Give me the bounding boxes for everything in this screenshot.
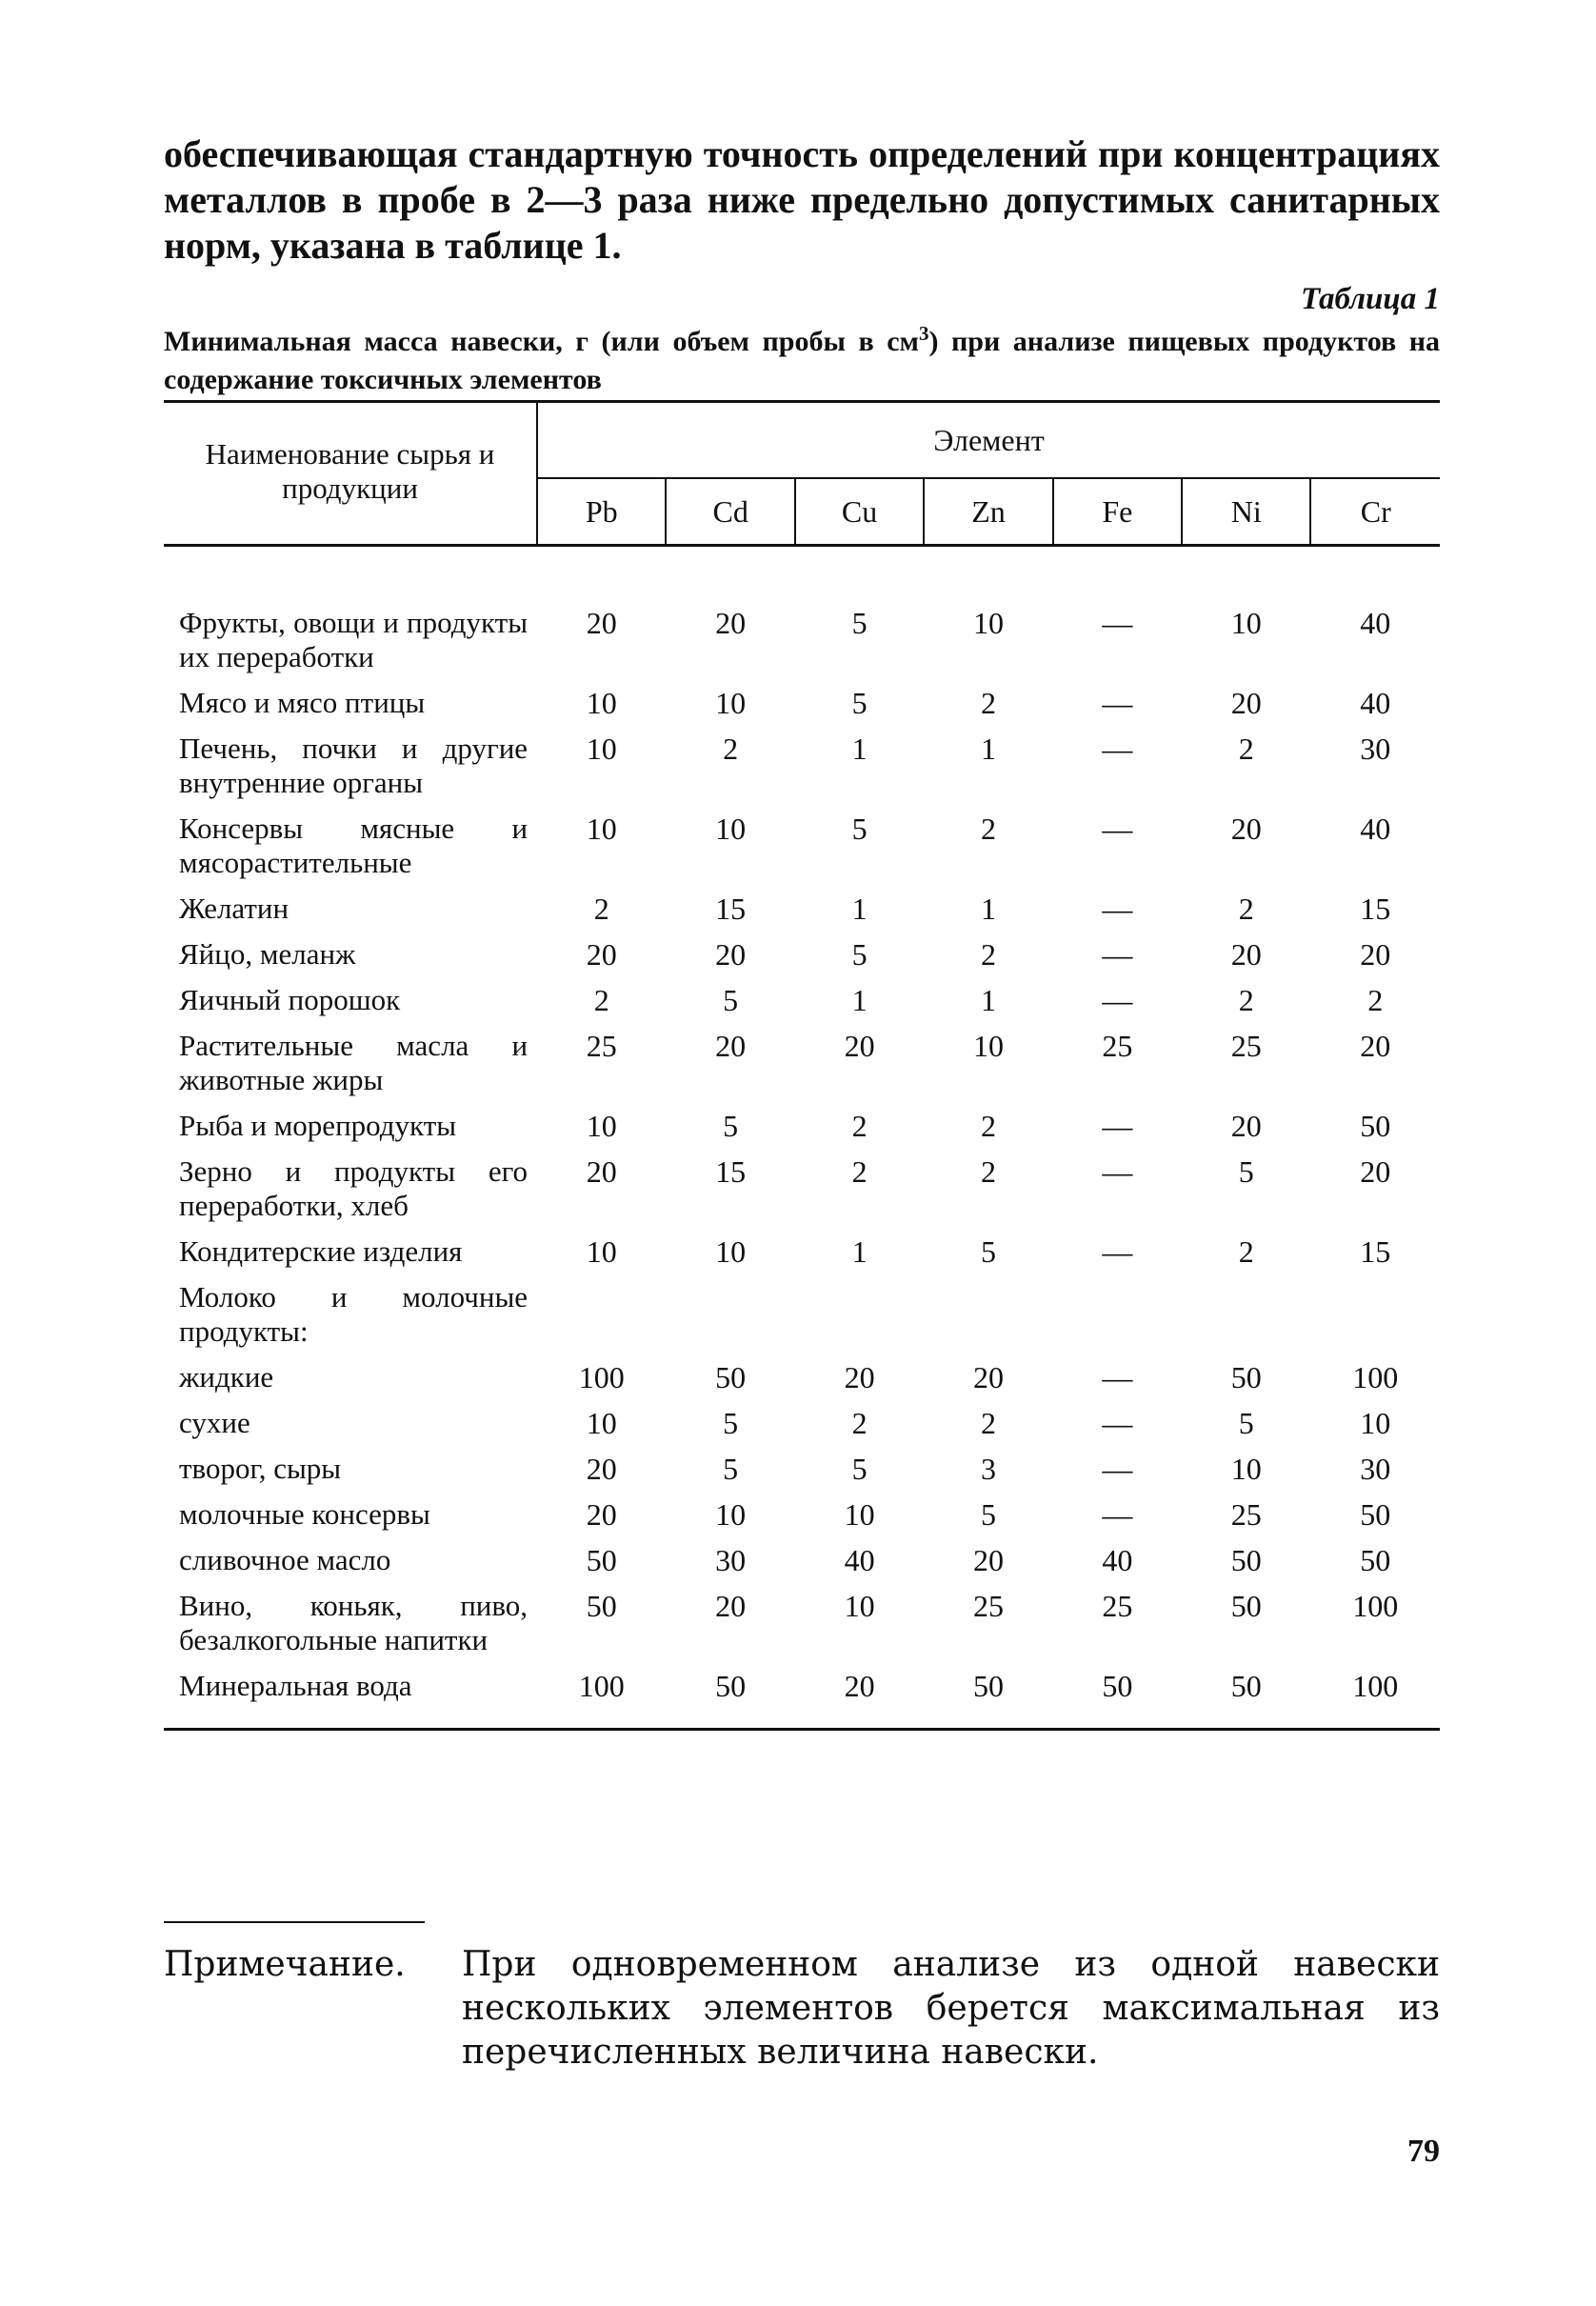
value-cell-fe: —	[1102, 1109, 1133, 1143]
value-cell-pb: 20	[586, 606, 617, 640]
value-cell-ni: 2	[1238, 732, 1254, 766]
table-row	[164, 602, 1440, 682]
value-cell-cu: 2	[851, 1154, 868, 1189]
value-cell-fe: —	[1102, 686, 1133, 720]
product-name-cell: Вино, коньяк, пиво, безалкогольные напитки	[179, 1589, 529, 1656]
value-cell-ni: 2	[1238, 892, 1254, 926]
value-cell-zn: 2	[980, 1406, 996, 1440]
table-caption	[164, 314, 1440, 399]
product-name-cell: сливочное масло	[179, 1543, 391, 1576]
value-cell-cu: 1	[851, 892, 868, 926]
value-cell-zn: 5	[980, 1497, 996, 1532]
value-cell-cd	[666, 1276, 794, 1356]
value-cell-cr: 15	[1360, 1234, 1391, 1269]
value-cell-ni: 50	[1230, 1360, 1262, 1394]
value-cell-ni: 20	[1230, 812, 1262, 846]
value-cell-ni: 20	[1230, 686, 1262, 720]
value-cell-ni	[1182, 1276, 1310, 1356]
element-header-fe: Fe	[1053, 478, 1182, 546]
table-row	[164, 888, 1440, 933]
value-cell-cr: 40	[1360, 686, 1391, 720]
value-cell-cu	[795, 1276, 924, 1356]
element-header-pb: Pb	[537, 478, 666, 546]
note-label: Примечание.	[164, 1945, 406, 1984]
value-cell-fe: —	[1102, 1406, 1133, 1440]
value-cell-cd: 20	[715, 606, 747, 640]
product-name-cell: творог, сыры	[179, 1452, 342, 1485]
value-cell-pb: 20	[586, 937, 617, 972]
caption-superscript: 3	[918, 322, 929, 345]
intro-paragraph: обеспечивающая стандартную точность определений при концентрациях металлов в пробе в 2—3 раза ниже предельно допустимых санитарных норм, указана в таблице 1.	[164, 132, 1440, 267]
value-cell-cd: 10	[715, 686, 747, 720]
value-cell-cr: 30	[1360, 732, 1391, 766]
footnote-divider	[164, 1921, 425, 1923]
value-cell-cd: 20	[715, 937, 747, 972]
value-cell-ni: 50	[1230, 1543, 1262, 1577]
value-cell-cr: 20	[1360, 1154, 1391, 1189]
table-number-label: Таблица 1	[1300, 282, 1440, 316]
value-cell-fe: 50	[1102, 1669, 1133, 1703]
value-cell-ni: 50	[1230, 1589, 1262, 1623]
value-cell-cr: 30	[1360, 1452, 1391, 1486]
product-name-cell: жидкие	[179, 1360, 274, 1394]
value-cell-cd: 15	[715, 1154, 747, 1189]
value-cell-cr: 50	[1360, 1497, 1391, 1532]
element-header-cu: Cu	[795, 478, 924, 546]
value-cell-fe: —	[1102, 937, 1133, 972]
value-cell-cd: 5	[723, 983, 739, 1017]
value-cell-pb: 100	[578, 1360, 625, 1394]
value-cell-zn: 1	[980, 892, 996, 926]
value-cell-cu: 10	[844, 1589, 875, 1623]
value-cell-cd: 20	[715, 1029, 747, 1063]
value-cell-zn: 2	[980, 937, 996, 972]
value-cell-cu: 2	[851, 1406, 868, 1440]
value-cell-cu: 20	[844, 1669, 875, 1703]
value-cell-fe: —	[1102, 983, 1133, 1017]
value-cell-fe: 25	[1102, 1029, 1133, 1063]
value-cell-pb: 2	[593, 892, 609, 926]
value-cell-cd: 50	[715, 1360, 747, 1394]
product-name-cell: Фрукты, овощи и продукты их переработки	[179, 606, 529, 673]
value-cell-cd: 15	[715, 892, 747, 926]
value-cell-zn: 20	[972, 1360, 1004, 1394]
product-name-cell: Мясо и мясо птицы	[179, 686, 426, 719]
value-cell-fe: —	[1102, 1452, 1133, 1486]
product-name-cell: Рыба и морепродукты	[179, 1109, 457, 1142]
table-row	[164, 1356, 1440, 1402]
value-cell-cu: 5	[851, 686, 868, 720]
value-cell-cu: 5	[851, 937, 868, 972]
value-cell-cd: 5	[723, 1406, 739, 1440]
product-name-cell: сухие	[179, 1406, 250, 1439]
table-row	[164, 808, 1440, 888]
value-cell-cr: 2	[1367, 983, 1384, 1017]
value-cell-pb: 25	[586, 1029, 617, 1063]
product-name-cell: Консервы мясные и мясорастительные	[179, 812, 529, 879]
product-name-cell: Зерно и продукты его переработки, хлеб	[179, 1154, 529, 1222]
value-cell-ni: 5	[1238, 1154, 1254, 1189]
value-cell-cu: 20	[844, 1360, 875, 1394]
value-cell-fe: 40	[1102, 1543, 1133, 1577]
value-cell-pb: 50	[586, 1589, 617, 1623]
value-cell-pb: 10	[586, 1406, 617, 1440]
table-row	[164, 728, 1440, 808]
value-cell-fe: —	[1102, 812, 1133, 846]
value-cell-zn: 2	[980, 1109, 996, 1143]
value-cell-zn: 20	[972, 1543, 1004, 1577]
note-text: При одновременном анализе из одной навески нескольких элементов берется максимальная из перечисленных величина навески.	[462, 1945, 1440, 2072]
product-name-cell: Яичный порошок	[179, 983, 401, 1016]
value-cell-ni: 2	[1238, 983, 1254, 1017]
caption-text-start: Минимальная масса навески, г (или объем пробы в см	[164, 326, 919, 357]
value-cell-cu: 2	[851, 1109, 868, 1143]
product-name-cell: молочные консервы	[179, 1497, 430, 1531]
value-cell-cr: 100	[1352, 1589, 1399, 1623]
value-cell-fe: —	[1102, 606, 1133, 640]
value-cell-pb: 10	[586, 686, 617, 720]
value-cell-fe: —	[1102, 1154, 1133, 1189]
value-cell-pb: 10	[586, 1109, 617, 1143]
sample-mass-table	[164, 400, 1440, 1731]
value-cell-zn: 5	[980, 1234, 996, 1269]
value-cell-zn: 50	[972, 1669, 1004, 1703]
value-cell-ni: 25	[1230, 1029, 1262, 1063]
product-name-cell: Кондитерские изделия	[179, 1234, 463, 1268]
value-cell-zn	[924, 1276, 1052, 1356]
table-row	[164, 933, 1440, 979]
value-cell-pb: 100	[578, 1669, 625, 1703]
value-cell-cu: 1	[851, 1234, 868, 1269]
table-row	[164, 1448, 1440, 1494]
value-cell-cd: 10	[715, 1234, 747, 1269]
value-cell-cd: 20	[715, 1589, 747, 1623]
value-cell-cu: 40	[844, 1543, 875, 1577]
value-cell-cd: 10	[715, 1497, 747, 1532]
value-cell-cr: 15	[1360, 892, 1391, 926]
value-cell-cr: 20	[1360, 1029, 1391, 1063]
value-cell-zn: 2	[980, 1154, 996, 1189]
value-cell-cd: 2	[723, 732, 739, 766]
value-cell-fe: —	[1102, 732, 1133, 766]
product-name-cell: Печень, почки и другие внутренние органы	[179, 732, 529, 799]
caption-text-end: ) при анализе пищевых продуктов на содержание токсичных элементов	[164, 326, 1440, 395]
table-row	[164, 1276, 1440, 1356]
value-cell-ni: 25	[1230, 1497, 1262, 1532]
value-cell-zn: 1	[980, 983, 996, 1017]
value-cell-cu: 20	[844, 1029, 875, 1063]
value-cell-zn: 25	[972, 1589, 1004, 1623]
value-cell-ni: 20	[1230, 937, 1262, 972]
value-cell-zn: 1	[980, 732, 996, 766]
value-cell-cd: 50	[715, 1669, 747, 1703]
value-cell-cr: 40	[1360, 812, 1391, 846]
value-cell-fe: —	[1102, 1497, 1133, 1532]
value-cell-pb: 2	[593, 983, 609, 1017]
value-cell-zn: 2	[980, 686, 996, 720]
table-row	[164, 1025, 1440, 1105]
table-row	[164, 1402, 1440, 1448]
value-cell-ni: 20	[1230, 1109, 1262, 1143]
value-cell-zn: 10	[972, 606, 1004, 640]
value-cell-fe: —	[1102, 1360, 1133, 1394]
table-row	[164, 1665, 1440, 1730]
table-row	[164, 682, 1440, 728]
value-cell-pb: 10	[586, 812, 617, 846]
table-row	[164, 1105, 1440, 1151]
value-cell-cd: 5	[723, 1452, 739, 1486]
value-cell-pb: 10	[586, 1234, 617, 1269]
value-cell-cd: 30	[715, 1543, 747, 1577]
value-cell-cr: 50	[1360, 1543, 1391, 1577]
product-name-cell: Растительные масла и животные жиры	[179, 1029, 529, 1096]
value-cell-cd: 10	[715, 812, 747, 846]
table-row	[164, 1585, 1440, 1665]
element-header-zn: Zn	[924, 478, 1052, 546]
table-row	[164, 979, 1440, 1025]
value-cell-ni: 10	[1230, 606, 1262, 640]
value-cell-cr: 100	[1352, 1669, 1399, 1703]
value-cell-zn: 3	[980, 1452, 996, 1486]
element-group-header: Элемент	[537, 402, 1440, 479]
value-cell-cu: 5	[851, 1452, 868, 1486]
product-name-cell: Минеральная вода	[179, 1669, 412, 1702]
table-row	[164, 1231, 1440, 1276]
product-name-cell: Молоко и молочные продукты:	[179, 1280, 529, 1348]
value-cell-zn: 2	[980, 812, 996, 846]
element-header-ni: Ni	[1182, 478, 1310, 546]
value-cell-cd: 5	[723, 1109, 739, 1143]
table-row	[164, 1151, 1440, 1231]
element-header-cd: Cd	[666, 478, 794, 546]
element-header-cr: Cr	[1310, 478, 1440, 546]
value-cell-cr	[1310, 1276, 1440, 1356]
value-cell-zn: 10	[972, 1029, 1004, 1063]
product-name-cell: Желатин	[179, 892, 289, 925]
value-cell-pb: 20	[586, 1497, 617, 1532]
value-cell-pb: 50	[586, 1543, 617, 1577]
value-cell-ni: 10	[1230, 1452, 1262, 1486]
value-cell-cr: 40	[1360, 606, 1391, 640]
table-row	[164, 1539, 1440, 1585]
value-cell-fe: 25	[1102, 1589, 1133, 1623]
value-cell-pb: 20	[586, 1452, 617, 1486]
product-name-header: Наименование сырья и продукции	[164, 402, 537, 546]
table-row	[164, 1494, 1440, 1539]
value-cell-cu: 10	[844, 1497, 875, 1532]
value-cell-cr: 10	[1360, 1406, 1391, 1440]
value-cell-pb: 20	[586, 1154, 617, 1189]
value-cell-cu: 5	[851, 812, 868, 846]
product-name-cell: Яйцо, меланж	[179, 937, 356, 971]
value-cell-cu: 1	[851, 983, 868, 1017]
value-cell-cr: 100	[1352, 1360, 1399, 1394]
table-bottom-rule	[164, 1730, 1440, 1732]
value-cell-fe: —	[1102, 892, 1133, 926]
value-cell-ni: 50	[1230, 1669, 1262, 1703]
page-number: 79	[1407, 2134, 1440, 2169]
value-cell-cr: 50	[1360, 1109, 1391, 1143]
value-cell-fe: —	[1102, 1234, 1133, 1269]
value-cell-pb: 10	[586, 732, 617, 766]
value-cell-ni: 2	[1238, 1234, 1254, 1269]
value-cell-cr: 20	[1360, 937, 1391, 972]
value-cell-cu: 1	[851, 732, 868, 766]
value-cell-pb	[537, 1276, 666, 1356]
value-cell-fe	[1053, 1276, 1182, 1356]
value-cell-cu: 5	[851, 606, 868, 640]
value-cell-ni: 5	[1238, 1406, 1254, 1440]
